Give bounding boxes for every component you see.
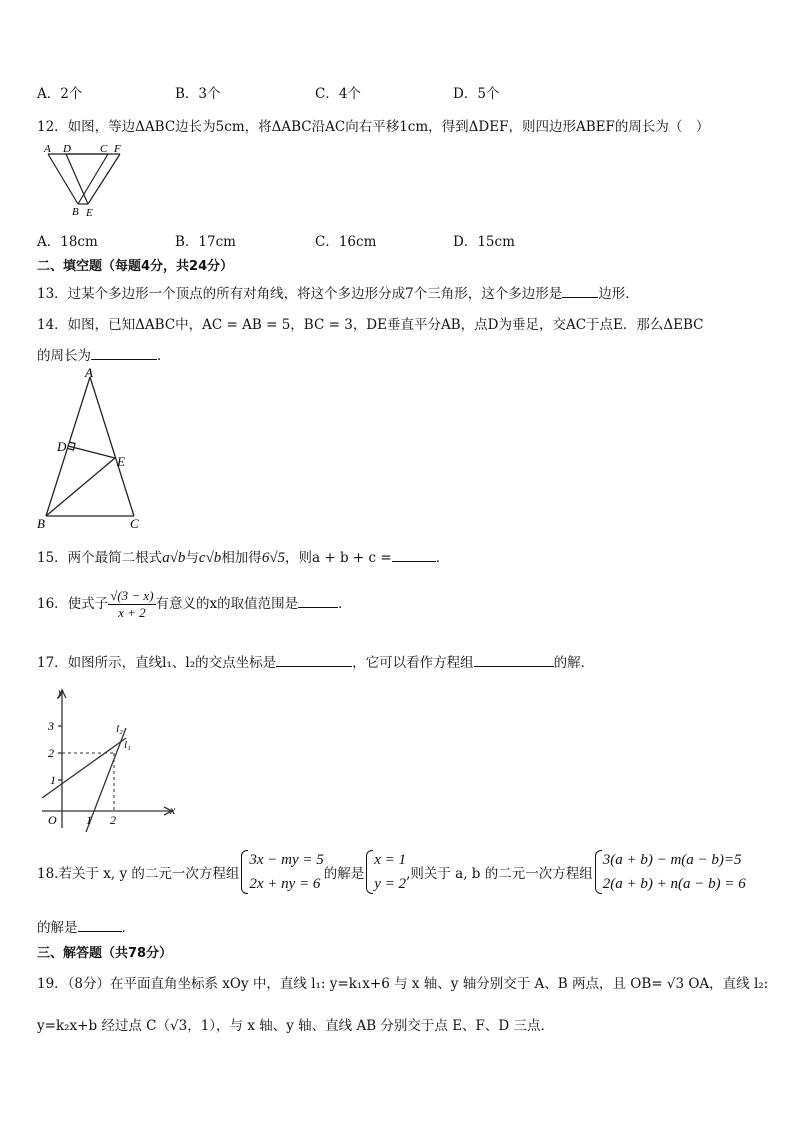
fig17-label-l1: l₁ [124,739,131,751]
q14-blank [91,345,157,360]
q11-option-b: B．3个 [175,86,221,102]
fig14-label-a: A [85,366,93,380]
q17-blank-2 [474,652,554,667]
q15-question: 15．两个最简二根式a√b与c√b相加得6√5，则a + b + c = ． [37,546,449,567]
q18-system-1: 3x − my = 5 2x + ny = 6 [239,848,323,896]
fig12-label-f: F [114,143,121,155]
fig14-label-e: E [117,454,125,469]
q12-option-a: A．18cm [37,234,98,250]
q16-fraction: $\frac{√(3 - x)}{x + 2}$ [110,588,154,620]
fig17-label-y: y [58,686,64,699]
fig17-tick-3: 3 [48,719,54,733]
q11-option-d: D．5个 [453,86,500,102]
q19-question: 19．（8分）在平面直角坐标系 xOy 中，直线 l₁: y=k₁x+6 与 x 轴、y 轴分别交于 A、B 两点，且 OB= √3 OA，直线 l₂: [37,976,769,992]
fig12-label-d: D [63,143,71,155]
q18-system-2: x = 1 y = 2 [364,848,406,896]
q12-option-d: D．15cm [453,234,515,250]
q16-blank [298,593,338,608]
fig12-label-e: E [86,207,93,219]
fig17-xtick-1: 1 [86,813,92,827]
q18-question-line2: 的解是 ． [37,916,135,936]
q14-question: 14．如图，已知ΔABC中，AC = AB = 5，BC = 3，DE垂直平分AB，点D为垂足，交AC于点E．那么ΔEBC [37,317,704,333]
fig12-label-b: B [72,206,79,218]
fig17-label-l2: l₂ [116,723,123,735]
q12-option-c: C．16cm [315,234,377,250]
fig17-tick-1: 1 [50,773,56,787]
q18-blank [78,917,122,932]
q11-option-c: C．4个 [315,86,361,102]
q17-question: 17．如图所示，直线l₁、l₂的交点坐标是 ，它可以看作方程组 的解． [37,651,594,671]
q14-figure [34,366,154,532]
section-2-heading: 二、填空题（每题4分，共24分） [37,259,234,274]
fig12-label-a: A [44,143,51,155]
q19-question-line2: y=k₂x+b 经过点 C（√3，1），与 x 轴、y 轴、直线 AB 分别交于点 E、F、D 三点． [37,1018,555,1034]
q15-blank [392,547,436,562]
q12-question: 12．如图，等边ΔABC边长为5cm，将ΔABC沿AC向右平移1cm，得到ΔDEF，则四边形ABEF的周长为（ ） [37,119,710,135]
q18-question: 18.若关于 x, y 的二元一次方程组 3x − my = 5 2x + ny = 6 的解是 x = 1 y = 2 ,则关于 a, b 的二元一次方程组 3(a + b) − m(a − b)=5 2(a + b) + n(a − b) = 6 [37,848,746,896]
q17-figure [36,686,182,834]
q13-blank [562,283,598,298]
q16-question: 16．使式子 $\frac{√(3 - x)}{x + 2}$ 有意义的x的取值范围是 ． [37,588,352,620]
q12-option-b: B．17cm [175,234,236,250]
q14-question-line2: 的周长为 ． [37,344,171,364]
section-3-heading: 三、解答题（共78分） [37,946,173,961]
fig17-label-x: x [170,803,176,817]
q17-blank-1 [276,652,352,667]
fig17-origin: O [48,813,57,827]
q18-system-3: 3(a + b) − m(a − b)=5 2(a + b) + n(a − b) = 6 [593,848,746,896]
fig17-tick-2: 2 [48,746,54,760]
q11-option-a: A．2个 [37,86,83,102]
fig14-label-c: C [130,516,139,531]
fig14-label-b: B [37,516,45,531]
fig14-label-d: D [57,439,67,454]
fig12-label-c: C [100,143,108,155]
q13-question: 13．过某个多边形一个顶点的所有对角线，将这个多边形分成7个三角形，这个多边形是 边形． [37,282,639,302]
q12-figure [40,141,132,221]
fig17-xtick-2: 2 [110,813,116,827]
